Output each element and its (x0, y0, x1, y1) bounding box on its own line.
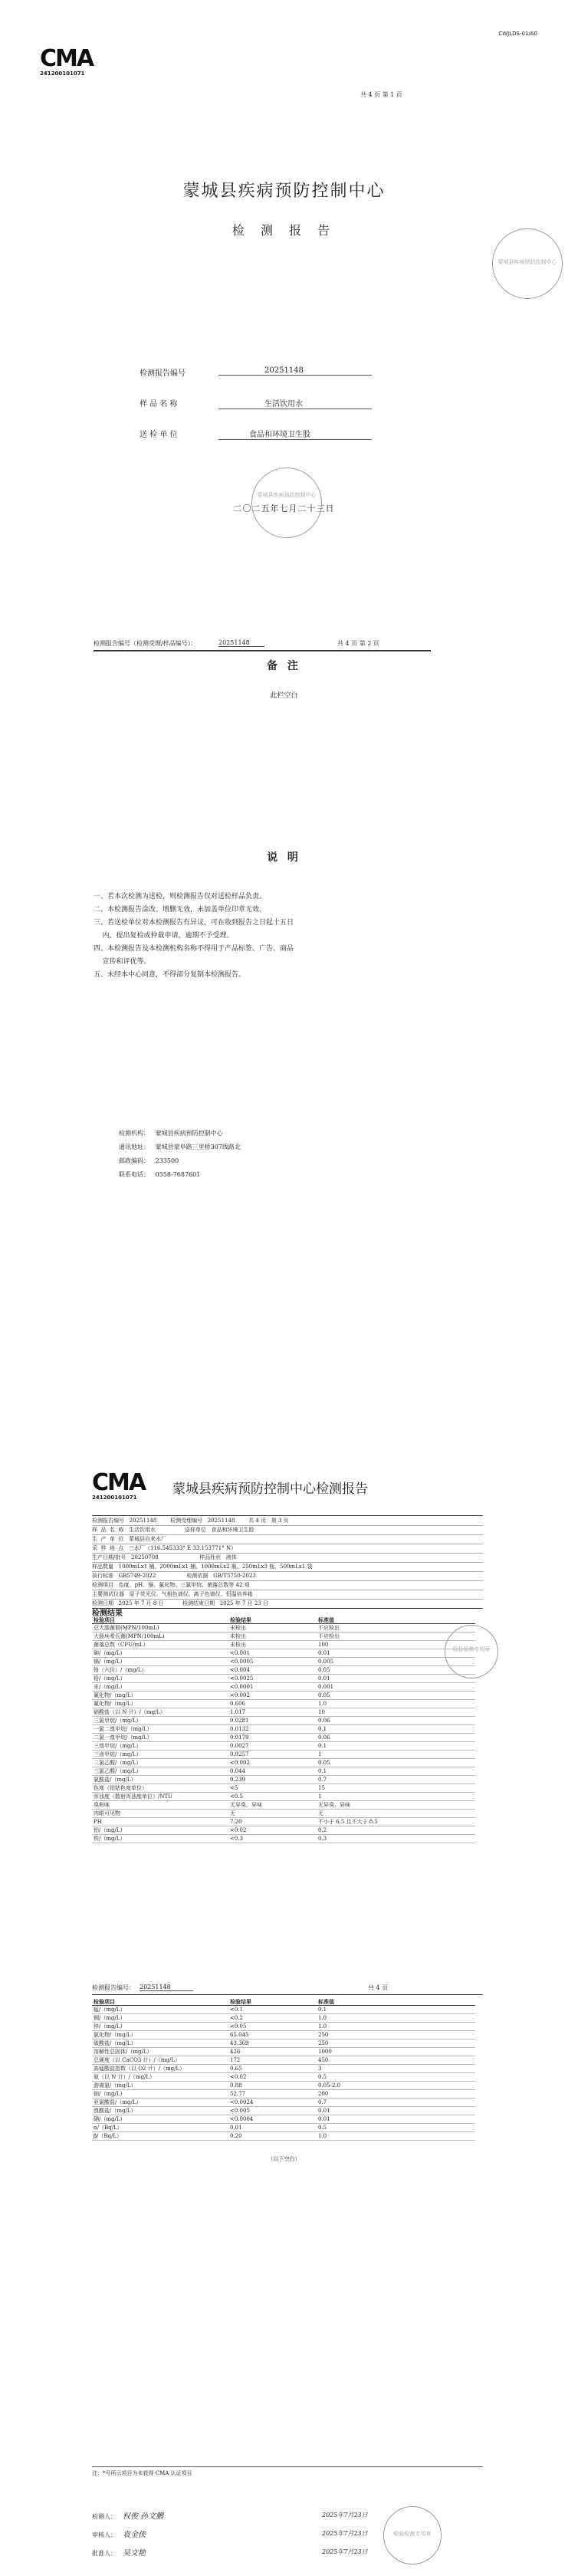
item-cell: β/（Bq/L） (94, 2133, 123, 2139)
standard-cell: 不应检出 (318, 1625, 340, 1631)
table-row (92, 2090, 475, 2099)
standard-cell: 0.3 (318, 1836, 327, 1842)
header-cell: 检验项目 (94, 1998, 115, 2005)
item-cell: 硝酸盐（以 N 计）/（mg/L） (94, 1709, 166, 1715)
table-row (92, 2039, 475, 2048)
table-row (92, 1734, 475, 1742)
contact-address: 通讯地址： 蒙城县蒙阜路三里桥307线路北 (119, 1144, 241, 1150)
table-row (92, 1692, 475, 1700)
item-cell: 亚氯酸盐/（mg/L） (94, 2099, 142, 2105)
result-cell: 0.044 (230, 1768, 246, 1774)
cma-mark (40, 45, 94, 77)
explain-item: 二、本检测报告涂改、增删无效，未加盖单位印章无效。 (94, 906, 267, 914)
notes-page (0, 636, 568, 1019)
result-cell: 0.0281 (230, 1718, 249, 1724)
table-row (92, 1776, 475, 1784)
item-cell: 浑浊度（散射浑浊度单位）/NTU (94, 1793, 173, 1800)
explain-item: 三、若送检单位对本检测报告有异议，可在收到报告之日起十五日 (94, 919, 294, 927)
item-cell: 铅/（mg/L） (94, 1675, 126, 1682)
result-cell: 未检出 (230, 1625, 246, 1631)
cma-mark (92, 1469, 146, 1501)
signature-section (0, 2284, 568, 2576)
info-row: 样 品 名 称 生活饮用水 送样单位 食品和环境卫生股 (92, 1526, 483, 1535)
result-cell: 0.01 (230, 2125, 242, 2131)
explain-item: 四、本检测报告及本检测机构名称不得用于产品标签、广告、商品 (94, 945, 294, 953)
table-row (92, 2023, 475, 2031)
standard-cell: 200 (318, 2091, 329, 2097)
result-cell: <0.3 (230, 1836, 243, 1842)
sig-role: 批准人： (92, 2550, 117, 2557)
result-cell: <0.0005 (230, 1659, 254, 1665)
result-cell: <0.0024 (230, 2099, 254, 2105)
contact-org: 检测机构： 蒙城县疾病预防控制中心 (119, 1130, 223, 1137)
info-row: 采 样 地 点 三水厂（116.545333° E 33.153771° N） (92, 1544, 483, 1554)
table-row (92, 1658, 475, 1666)
item-cell: 铜/（mg/L） (94, 2015, 126, 2021)
info-row: 执行标准 GB5749-2022 检测依据 GB/T5750-2023 (92, 1572, 483, 1581)
info-row: 样品数量 1000mLx1 桶、2000mLx1 桶、1000mLx2 瓶、250mLx3 瓶、500mLx1 袋 (92, 1563, 483, 1572)
table-row (92, 1633, 475, 1641)
contact-postcode: 邮政编码： 233500 (119, 1157, 179, 1164)
standard-cell: 3 (318, 2066, 322, 2072)
explain-item: 一、若本次检测为送检，则检测报告仅对送检样品负责。 (94, 893, 267, 901)
results-stamp: 检验检测专用章 (445, 1625, 498, 1679)
standard-cell: 无异臭、异味 (318, 1802, 350, 1808)
result-cell: <5 (230, 1785, 238, 1791)
item-cell: 大肠埃希氏菌(MPN/100mL) (94, 1633, 165, 1639)
header-cell: 检验项目 (94, 1616, 115, 1623)
result-cell: 无异臭、异味 (230, 1802, 262, 1808)
result-cell: 52.77 (230, 2091, 246, 2097)
standard-cell: 0.01 (318, 2108, 330, 2114)
explain-item: 宣传和评优等。 (94, 958, 151, 966)
table-row (92, 2065, 475, 2073)
table-row (92, 1835, 475, 1843)
table-row (92, 2031, 475, 2039)
table-row (92, 2124, 475, 2132)
sig-name: 权俊 孙文鹏 (123, 2512, 164, 2521)
table-row (92, 2014, 475, 2023)
table-row (92, 1649, 475, 1658)
item-cell: 总大肠菌群(MPN/100mL) (94, 1625, 159, 1631)
item-cell: 三溴甲烷/（mg/L） (94, 1743, 142, 1749)
result-cell: <0.05 (230, 2023, 247, 2030)
field-label-sample: 样 品 名 称 (140, 400, 178, 409)
result-cell: 未检出 (230, 1633, 246, 1639)
field-value-unit: 食品和环境卫生股 (218, 428, 372, 440)
item-cell: 三氯甲烷/（mg/L） (94, 1718, 142, 1724)
item-cell: 一氯二溴甲烷/（mg/L） (94, 1726, 153, 1732)
item-cell: 溴酸盐/（mg/L） (94, 2108, 136, 2114)
header-cell: 检验结果 (230, 1616, 251, 1623)
info-row: 生产日期/批号 20250708 样品性状 液体 (92, 1554, 483, 1563)
report-date: 二〇二五年七月二十三日 (233, 504, 335, 514)
item-cell: 高锰酸盐指数（以 O2 计）/（mg/L） (94, 2066, 186, 2072)
sig-name: 袁金侠 (123, 2531, 146, 2539)
table-row (92, 1683, 475, 1692)
item-cell: 二氯乙酸/（mg/L） (94, 1760, 142, 1766)
field-value-report-no: 20251148 (218, 366, 372, 376)
table-row (92, 1767, 475, 1776)
header-label: 检测报告编号（检测受理/样品编号）： (94, 640, 197, 647)
contact-block (119, 1127, 241, 1182)
info-row: 检测日期 2025 年 7 月 8 日 检测结束日期 2025 年 7 月 23 日 (92, 1600, 483, 1609)
table-row (92, 1818, 475, 1826)
item-cell: 游离氯/（mg/L） (94, 2082, 136, 2089)
field-label-unit: 送 检 单 位 (140, 431, 178, 439)
standard-cell: 0.7 (318, 2099, 327, 2105)
side-stamp: 蒙城县疾病预防控制中心 (492, 228, 563, 299)
table-row (92, 1810, 475, 1818)
result-cell: <0.0025 (230, 1675, 254, 1682)
result-cell: 43.369 (230, 2040, 249, 2046)
item-cell: 肉眼可见物 (94, 1810, 120, 1816)
standard-cell: 15 (318, 1785, 325, 1791)
result-cell: 426 (230, 2049, 241, 2055)
result-cell: 7.20 (230, 1819, 242, 1825)
item-cell: 铝/（mg/L） (94, 1827, 126, 1833)
item-cell: 菌落总数（CFU/mL） (94, 1642, 149, 1648)
result-cell: 0.65 (230, 2066, 242, 2072)
result-cell: <0.5 (230, 1793, 243, 1800)
official-stamp: 检验检测专用章 (383, 2506, 442, 2565)
item-cell: α/（Bq/L） (94, 2125, 123, 2131)
item-cell: 三卤甲烷/（mg/L） (94, 1751, 142, 1757)
standard-cell: 0.05 (318, 1692, 330, 1698)
sig-role: 检测人： (92, 2513, 117, 2520)
standard-cell: 250 (318, 2032, 329, 2038)
item-cell: 钠/（mg/L） (94, 2091, 126, 2097)
item-cell: PH (94, 1819, 102, 1825)
result-cell: <0.004 (230, 1667, 250, 1673)
item-cell: 镉/（mg/L） (94, 1659, 126, 1665)
standard-cell: 10 (318, 1709, 325, 1715)
item-cell: 锰/（mg/L） (94, 2007, 126, 2013)
standard-cell: 0.06 (318, 1734, 330, 1741)
result-cell: 0.606 (230, 1701, 246, 1707)
standard-cell: 0.005 (318, 1659, 334, 1665)
cma-logo: CMA (92, 1469, 146, 1496)
sig-name: 吴文艳 (123, 2549, 146, 2558)
standard-cell: 0.001 (318, 1684, 334, 1690)
results-page-2 (0, 1962, 568, 2284)
table-row (92, 2006, 475, 2014)
result-cell: 65.045 (230, 2032, 249, 2038)
table-header (92, 1997, 475, 2006)
standard-cell: 0.01 (318, 1650, 330, 1656)
header-cell: 检验结果 (230, 1998, 251, 2005)
item-cell: 三氯乙酸/（mg/L） (94, 1768, 142, 1774)
table-row (92, 2107, 475, 2115)
result-cell: 1.017 (230, 1709, 246, 1715)
standard-cell: 不小于 6.5 且不大于 8.5 (318, 1819, 378, 1825)
contact-phone: 联系电话： 0558-7687601 (119, 1171, 201, 1178)
standard-cell: 1 (318, 1751, 322, 1757)
report-title: 检 测 报 告 (231, 223, 337, 238)
blank-note: 此栏空白 (270, 692, 298, 700)
standard-cell: 0.05 (318, 1667, 330, 1673)
standard-cell: 0.06 (318, 1718, 330, 1724)
result-cell: <0.002 (230, 1760, 250, 1766)
item-cell: 硒/（mg/L） (94, 2116, 126, 2122)
table-row (92, 1666, 475, 1675)
standard-cell: 1 (318, 1793, 322, 1800)
table-row (92, 1700, 475, 1708)
cma-logo: CMA (40, 45, 94, 72)
result-cell: <0.1 (230, 2007, 243, 2013)
info-row: 生 产 单 位 蒙城县自来水厂 (92, 1535, 483, 1544)
standard-cell: 1.0 (318, 2015, 327, 2021)
table-header (92, 1616, 475, 1624)
footnote: 注：*号所示项目为未获得 CMA 认证项目 (92, 2470, 192, 2476)
item-cell: 砷/（mg/L） (94, 1650, 126, 1656)
standard-cell: 250 (318, 2040, 329, 2046)
standard-cell: 100 (318, 1642, 329, 1648)
result-cell: 未检出 (230, 1642, 246, 1648)
standard-cell: 0.05 (318, 1760, 330, 1766)
result-cell: <0.0004 (230, 2116, 254, 2122)
standard-cell: 0.7 (318, 1777, 327, 1783)
results-page-1 (0, 1469, 568, 1962)
standard-cell: 0.2 (318, 1827, 327, 1833)
results-heading: 检测结果 (92, 1610, 123, 1618)
table-row (92, 1759, 475, 1767)
info-block (92, 1517, 483, 1609)
standard-cell: 0.1 (318, 1768, 327, 1774)
field-value-sample: 生活饮用水 (218, 397, 372, 409)
standard-cell: 0.1 (318, 1743, 327, 1749)
result-cell: <0.005 (230, 2108, 250, 2114)
table-row (92, 2056, 475, 2065)
standard-cell: 450 (318, 2057, 329, 2063)
header-cell: 标准值 (318, 1998, 334, 2005)
table-row (92, 2099, 475, 2107)
header-report-no: 20251148 (140, 1984, 193, 1991)
item-cell: 溶解性总固体/（mg/L） (94, 2049, 153, 2055)
info-row: 主要测试仪器 原子荧光仪、气相色谱仪、离子色谱仪、恒温培养箱 (92, 1590, 483, 1600)
item-cell: 总硬度（以 CaCO3 计）/（mg/L） (94, 2057, 181, 2063)
result-cell: 172 (230, 2057, 241, 2063)
item-cell: 氟化物/（mg/L） (94, 1701, 136, 1707)
sig-date: 2025年7月23日 (322, 2512, 368, 2519)
explain-title: 说 明 (267, 852, 301, 864)
standard-cell: 1.0 (318, 1701, 327, 1707)
table-row (92, 1641, 475, 1649)
result-cell: 0.239 (230, 1777, 246, 1783)
info-row: 检测项目 色度、pH、镉、氟化物、三氯甲烷、菌落总数等 42 项 (92, 1581, 483, 1590)
page-info: 共 4 页 (368, 1984, 389, 1991)
result-cell: 0.0027 (230, 1743, 249, 1749)
results-title: 蒙城县疾病预防控制中心检测报告 (172, 1482, 368, 1497)
page-info: 共 4 页 第 1 页 (360, 91, 402, 98)
result-cell: <0.001 (230, 1650, 250, 1656)
standard-cell: 1.0 (318, 2023, 327, 2030)
end-note: （以下空白） (268, 2156, 300, 2162)
table-row (92, 1624, 475, 1633)
explain-item: 五、未经本中心同意，不得部分复制本检测报告。 (94, 971, 246, 979)
item-cell: 臭和味 (94, 1802, 110, 1808)
cma-number: 241200101071 (40, 71, 85, 77)
result-cell: <0.0001 (230, 1684, 254, 1690)
table-row (92, 1793, 475, 1801)
item-cell: 铬（六价）/（mg/L） (94, 1667, 147, 1673)
item-cell: 氰化物/（mg/L） (94, 1692, 136, 1698)
item-cell: 色度（铂钴色度单位） (94, 1785, 147, 1791)
item-cell: 汞/（mg/L） (94, 1684, 126, 1690)
table-row (92, 2048, 475, 2056)
standard-cell: 0.01 (318, 1675, 330, 1682)
item-cell: 氨（以 N 计）/（mg/L） (94, 2074, 156, 2080)
header-report-no: 20251148 (218, 639, 264, 647)
explain-list (94, 891, 294, 982)
result-cell: <0.2 (230, 2015, 243, 2021)
doc-code: CWJLDS-01/A0 (498, 31, 537, 37)
standard-cell: 1.0 (318, 2133, 327, 2139)
standard-cell: 1000 (318, 2049, 332, 2055)
standard-cell: 0.1 (318, 2007, 327, 2013)
standard-cell: 无 (318, 1810, 323, 1816)
item-cell: 铁/（mg/L） (94, 1836, 126, 1842)
standard-cell: 0.5 (318, 2125, 327, 2131)
header-cell: 标准值 (318, 1616, 334, 1623)
standard-cell: 0.5 (318, 2074, 327, 2080)
standard-cell: 0.1 (318, 1726, 327, 1732)
table-row (92, 2073, 475, 2082)
result-cell: 0.0132 (230, 1726, 249, 1732)
result-cell: 0.88 (230, 2082, 242, 2089)
table-row (92, 1717, 475, 1725)
header-label: 检测报告编号： (92, 1984, 135, 1991)
item-cell: 锌/（mg/L） (94, 2023, 126, 2030)
result-cell: 0.0179 (230, 1734, 249, 1741)
table-row (92, 1801, 475, 1810)
item-cell: 氯化物/（mg/L） (94, 2032, 136, 2038)
info-row: 检测报告编号 20251148 检测受理编号 20251148 共 4 页 第 3 页 (92, 1517, 483, 1526)
table-row (92, 1751, 475, 1759)
table-row (92, 2132, 475, 2141)
table-row (92, 1675, 475, 1683)
sig-date: 2025年7月23日 (322, 2548, 368, 2555)
sig-role: 审核人： (92, 2532, 117, 2538)
table-row (92, 1784, 475, 1793)
result-cell: <0.02 (230, 1827, 247, 1833)
center-stamp: 蒙城县疾病预防控制中心 (251, 468, 322, 538)
explain-item: 内，提出复检或仲裁申请，逾期不予受理。 (94, 932, 234, 940)
sig-date: 2025年7月23日 (322, 2530, 368, 2537)
standard-cell: 0.05-2.0 (318, 2082, 341, 2089)
table-row (92, 2115, 475, 2124)
center-name: 蒙城县疾病预防控制中心 (182, 182, 386, 201)
table-row (92, 1826, 475, 1835)
standard-cell: 0.01 (318, 2116, 330, 2122)
cma-number: 241200101071 (92, 1495, 137, 1501)
notes-title: 备 注 (267, 660, 301, 672)
item-cell: 二氯一溴甲烷/（mg/L） (94, 1734, 153, 1741)
table-row (92, 1742, 475, 1751)
result-cell: <0.002 (230, 1692, 250, 1698)
table-row (92, 1708, 475, 1717)
result-cell: 0.20 (230, 2133, 242, 2139)
result-cell: 0.9257 (230, 1751, 249, 1757)
table-row (92, 2082, 475, 2090)
cover-page (0, 0, 568, 636)
field-label-report-no: 检测报告编号 (140, 369, 186, 378)
item-cell: 硫酸盐/（mg/L） (94, 2040, 136, 2046)
item-cell: 氯酸盐/（mg/L） (94, 1777, 136, 1783)
table-row (92, 1725, 475, 1734)
page-info: 共 4 页 第 2 页 (337, 640, 379, 647)
result-cell: 无 (230, 1810, 235, 1816)
standard-cell: 不应检出 (318, 1633, 340, 1639)
result-cell: <0.02 (230, 2074, 247, 2080)
